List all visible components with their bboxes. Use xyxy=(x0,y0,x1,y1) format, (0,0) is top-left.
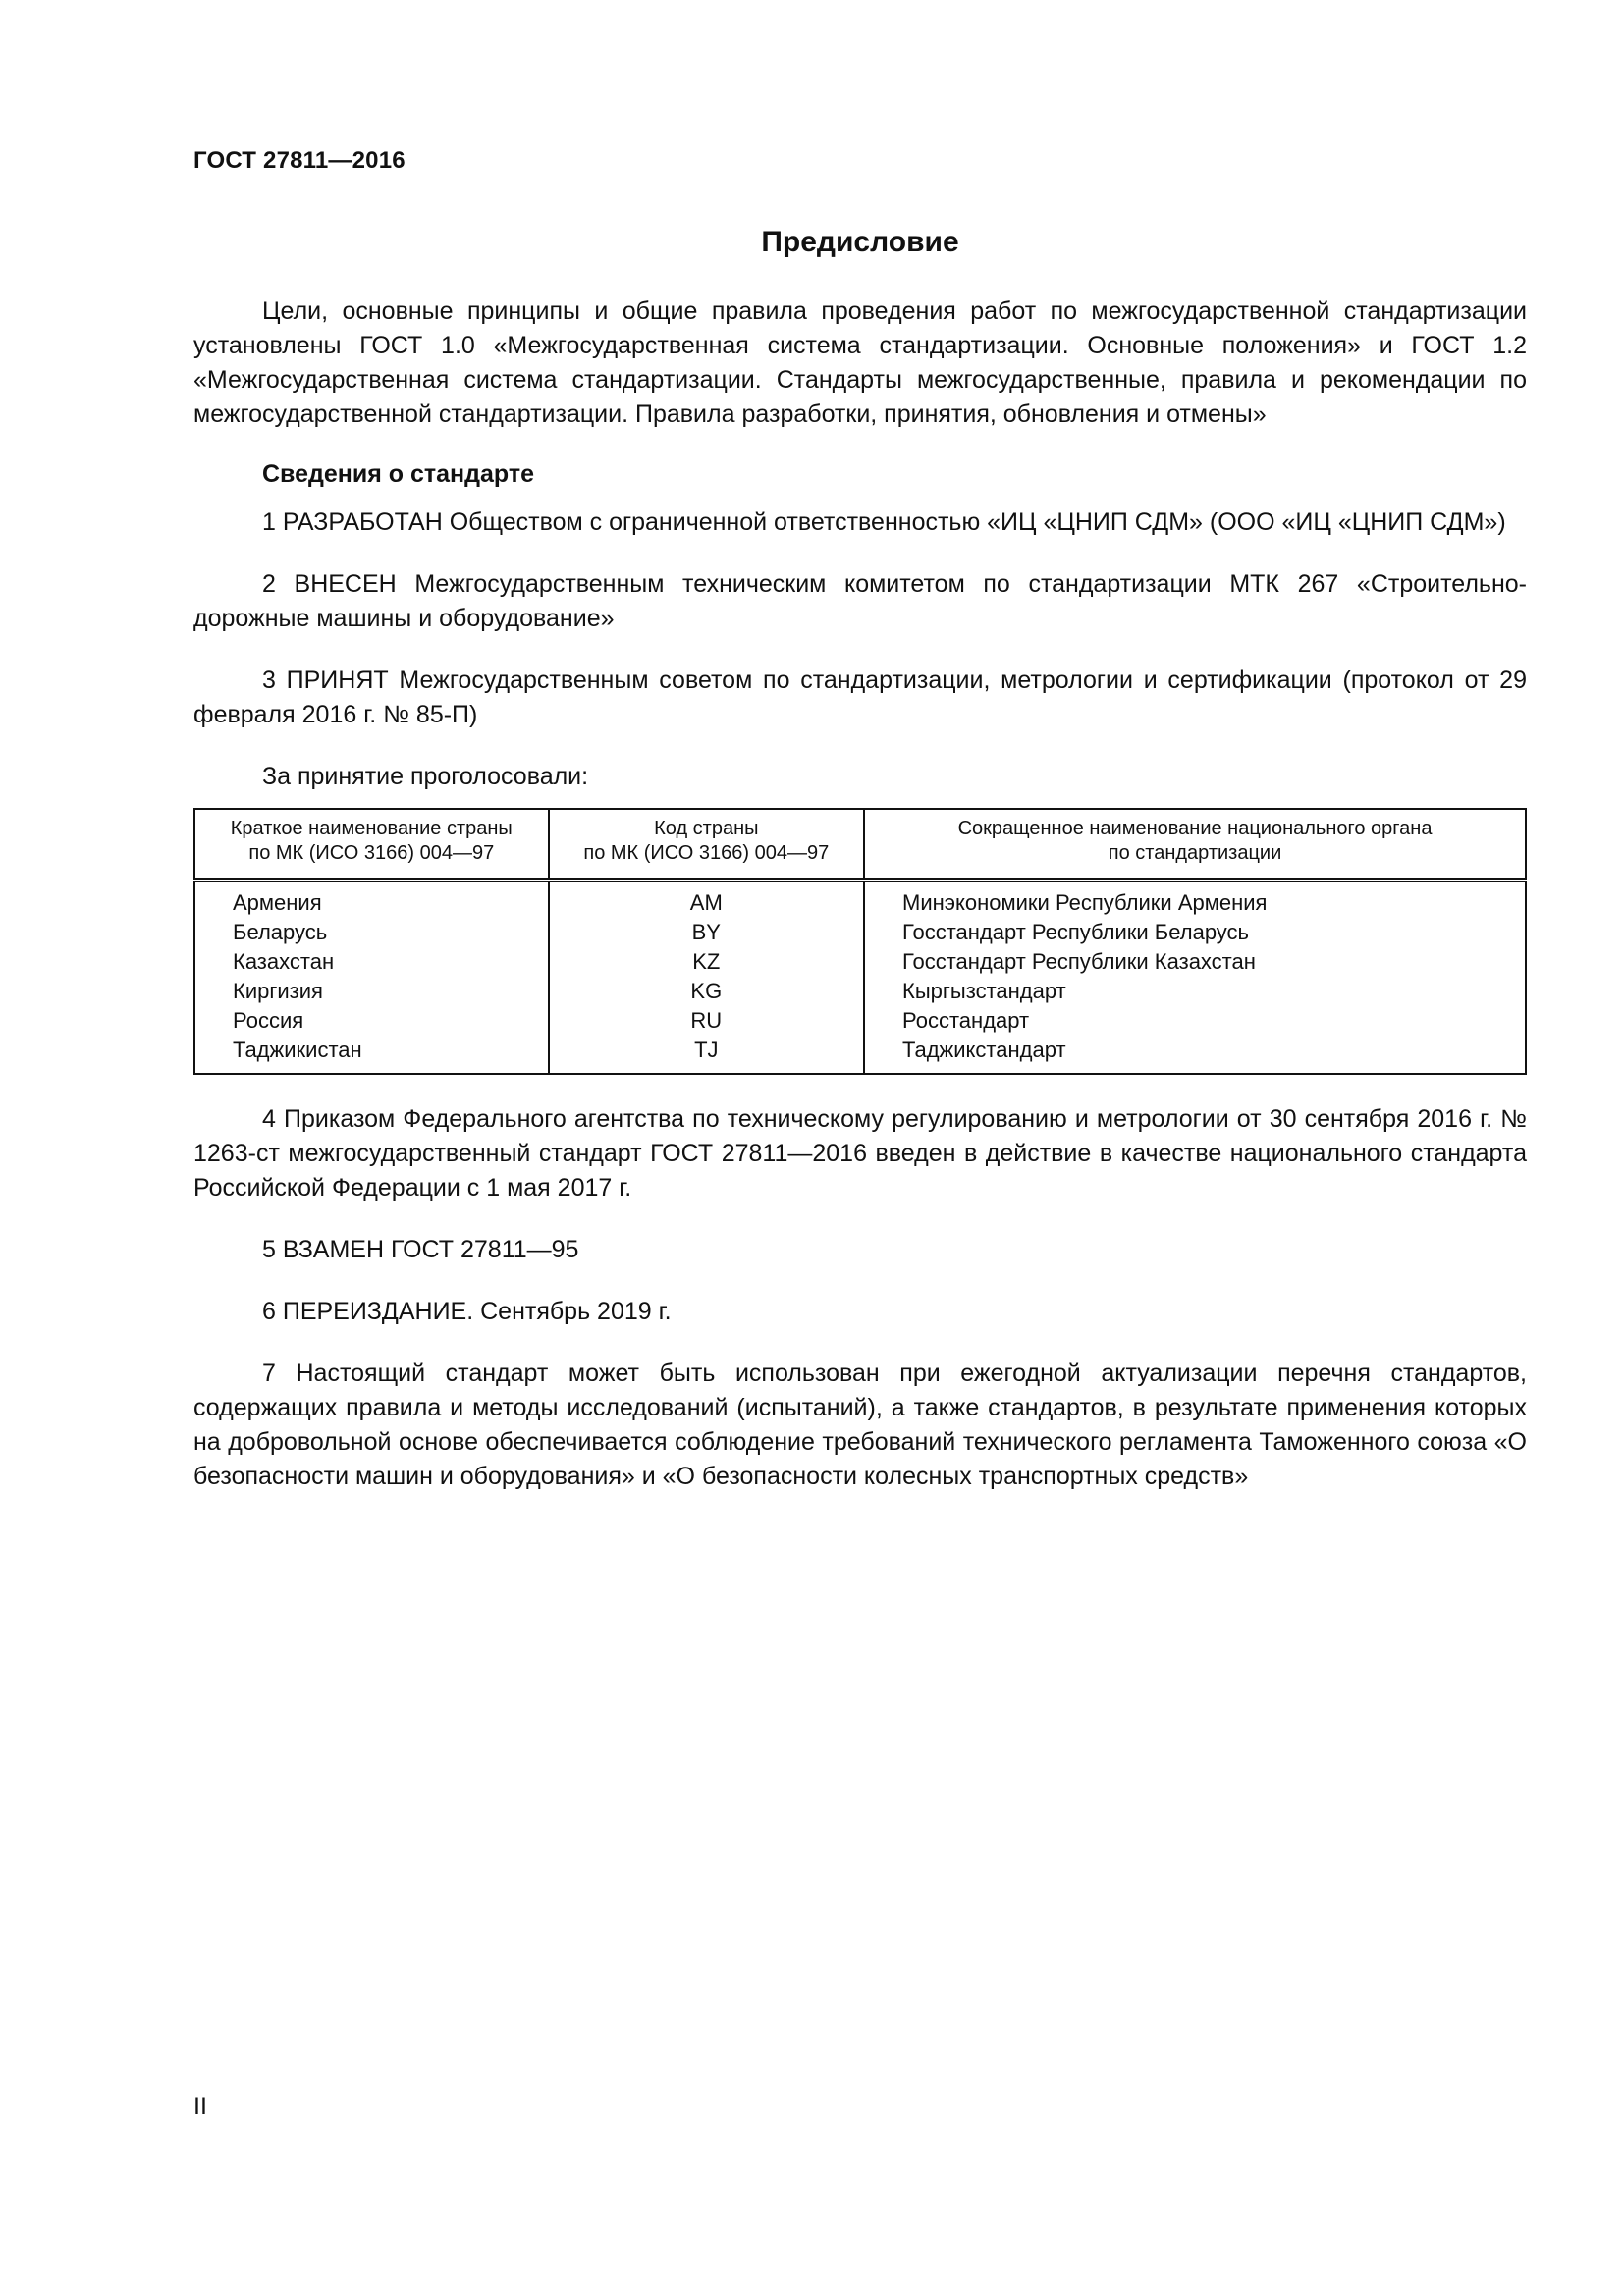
header-country-line1: Краткое наименование страны xyxy=(230,818,513,839)
item-introduced: 2 ВНЕСЕН Межгосударственным техническим комитетом по стандартизации МТК 267 «Строительно-дорожные машины и оборудование» xyxy=(193,570,1527,632)
header-code-line2: по МК (ИСО 3166) 004—97 xyxy=(583,842,830,864)
item-usage: 7 Настоящий стандарт может быть использован при ежегодной актуализации перечня стандартов, содержащих правила и методы исследований (испытаний), а также стандартов, в результате применения которых на добровольной основе обеспечивается соблюдение требований технического регламента Таможенного союза «О безопасности машин и оборудования» и «О безопасности колесных транспортных средств» xyxy=(193,1360,1527,1490)
table-header-row xyxy=(194,809,1526,881)
country-code: KG xyxy=(549,977,864,1006)
country-code: RU xyxy=(549,1006,864,1036)
header-country-line2: по МК (ИСО 3166) 004—97 xyxy=(248,842,495,864)
national-body: Минэкономики Республики Армения xyxy=(864,881,1526,919)
intro-paragraph: Цели, основные принципы и общие правила проведения работ по межгосударственной стандартизации установлены ГОСТ 1.0 «Межгосударственная система стандартизации. Основные положения» и ГОСТ 1.2 «Межгосударственная система стандартизации. Стандарты межгосударственные, правила и рекомендации по межгосударственной стандартизации. Правила разработки, принятия, обновления и отмены» xyxy=(193,297,1527,428)
table-row xyxy=(194,947,1526,977)
national-body: Госстандарт Республики Казахстан xyxy=(864,947,1526,977)
document-body xyxy=(193,294,1527,1494)
country-code: TJ xyxy=(549,1036,864,1074)
country-name: Казахстан xyxy=(233,949,335,974)
document-page xyxy=(193,0,1527,2296)
national-body: Росстандарт xyxy=(864,1006,1526,1036)
header-organization-line1: Сокращенное наименование национального органа xyxy=(957,818,1433,839)
item-reissue: 6 ПЕРЕИЗДАНИЕ. Сентябрь 2019 г. xyxy=(262,1298,672,1325)
item-adopted: 3 ПРИНЯТ Межгосударственным советом по стандартизации, метрологии и сертификации (протокол от 29 февраля 2016 г. № 85-П) xyxy=(193,667,1527,728)
country-name: Таджикистан xyxy=(233,1038,362,1062)
voted-label: За принятие проголосовали: xyxy=(262,763,589,790)
national-body: Таджикстандарт xyxy=(864,1036,1526,1074)
country-name: Беларусь xyxy=(233,920,328,944)
document-code: ГОСТ 27811—2016 xyxy=(193,147,406,174)
header-organization xyxy=(864,809,1526,881)
table-row xyxy=(194,881,1526,919)
header-code-line1: Код страны xyxy=(654,818,759,839)
country-name: Киргизия xyxy=(233,979,323,1003)
table-row xyxy=(194,977,1526,1006)
header-organization-line2: по стандартизации xyxy=(1108,842,1282,864)
country-name: Россия xyxy=(233,1008,304,1033)
national-body: Кыргызстандарт xyxy=(864,977,1526,1006)
item-order: 4 Приказом Федерального агентства по техническому регулированию и метрологии от 30 сентября 2016 г. № 1263-ст межгосударственный стандарт ГОСТ 27811—2016 введен в действие в качестве национального стандарта Российской Федерации с 1 мая 2017 г. xyxy=(193,1105,1527,1201)
page-number: II xyxy=(193,2093,207,2120)
page-title: Предисловие xyxy=(761,226,959,258)
national-body: Госстандарт Республики Беларусь xyxy=(864,918,1526,947)
table-row xyxy=(194,1006,1526,1036)
country-name: Армения xyxy=(233,890,322,915)
country-code: AM xyxy=(549,881,864,919)
header-code xyxy=(549,809,864,881)
country-code: BY xyxy=(549,918,864,947)
table-row xyxy=(194,918,1526,947)
voting-table-wrapper xyxy=(193,808,1527,1075)
section-heading: Сведения о стандарте xyxy=(262,460,535,488)
header-country xyxy=(194,809,549,881)
country-code: KZ xyxy=(549,947,864,977)
voting-table xyxy=(193,808,1527,1075)
table-row xyxy=(194,1036,1526,1074)
item-developed: 1 РАЗРАБОТАН Обществом с ограниченной ответственностью «ИЦ «ЦНИП СДМ» (ООО «ИЦ «ЦНИП СДМ») xyxy=(262,508,1506,536)
item-replaces: 5 ВЗАМЕН ГОСТ 27811—95 xyxy=(262,1236,579,1263)
